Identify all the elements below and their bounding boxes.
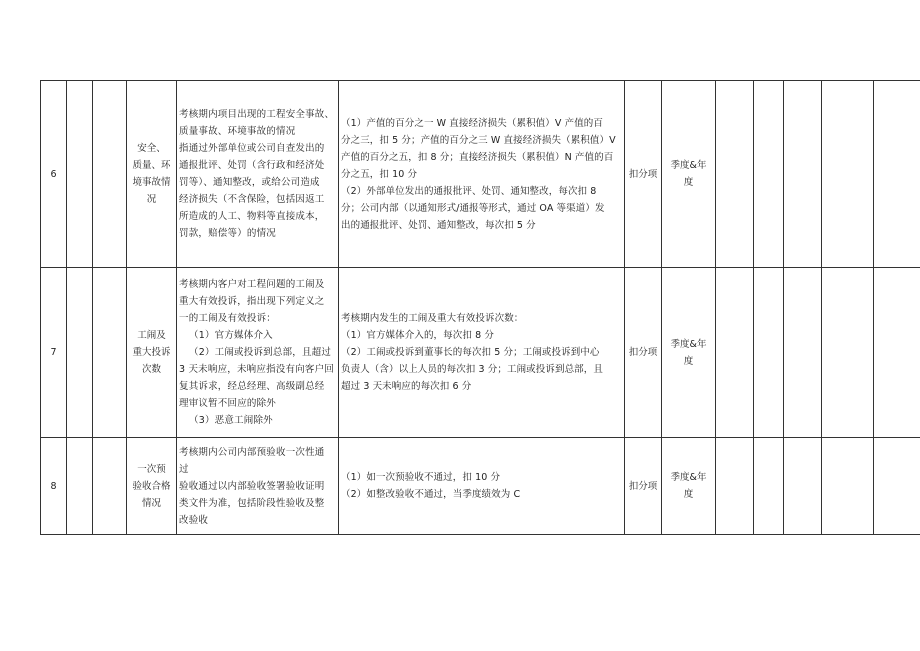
- text-line: （3）恶意工闹除外: [189, 415, 273, 426]
- table-row: [41, 438, 920, 535]
- text-line: 3 天未响应，未响应指没有向客户回: [179, 364, 334, 375]
- text-line: 重大有效投诉，指出现下列定义之: [179, 296, 325, 307]
- text-line: 指通过外部单位或公司自查发出的: [179, 143, 325, 154]
- text-line: 考核期内公司内部预验收一次性通: [179, 446, 325, 458]
- empty-cell: [784, 438, 822, 535]
- text-line: （2）外部单位发出的通报批评、处罚、通知整改，每次扣 8: [341, 185, 597, 197]
- text-line: 质量事故、环境事故的情况: [179, 126, 296, 137]
- text-line: （2）工闹或投诉到董事长的每次扣 5 分；工闹或投诉到中心: [341, 347, 600, 358]
- scoring-rules-cell: [339, 268, 625, 438]
- empty-cell: [822, 268, 874, 438]
- row-number-cell: 7: [41, 268, 67, 438]
- empty-cell: [716, 438, 754, 535]
- scoring-rules-cell: [339, 438, 625, 535]
- row-number-cell: 8: [41, 438, 67, 535]
- empty-cell: [93, 268, 127, 438]
- item-type-cell: 扣分项: [625, 81, 662, 268]
- text-line: 季度&年: [670, 338, 707, 350]
- text-line: 季度&年: [670, 160, 707, 171]
- text-line: 超过 3 天未响应的每次扣 6 分: [341, 381, 472, 392]
- text-line: 况: [146, 194, 157, 205]
- empty-cell: [874, 81, 920, 268]
- text-line: 经济损失（不含保险，包括因返工: [179, 194, 325, 205]
- text-line: （2）工闹或投诉到总部，且超过: [189, 347, 332, 358]
- text-line: （1）官方媒体介入的，每次扣 8 分: [341, 330, 494, 341]
- text-line: 改验收: [179, 514, 209, 526]
- empty-cell: [822, 438, 874, 535]
- empty-cell: [716, 81, 754, 268]
- text-line: 质量、环: [132, 160, 171, 171]
- text-line: 过: [179, 463, 189, 475]
- empty-cell: [822, 81, 874, 268]
- text-line: （1）官方媒体介入: [189, 330, 273, 341]
- text-line: 考核期内发生的工闹及重大有效投诉次数：: [341, 313, 524, 324]
- text-line: 负责人（含）以上人员的每次扣 3 分；工闹或投诉到总部，且: [341, 364, 603, 375]
- indicator-name-cell: [127, 81, 177, 268]
- text-line: 罚等）、通知整改，或给公司造成: [179, 177, 320, 188]
- text-line: 一次预: [137, 463, 166, 475]
- assessment-standard-cell: [177, 268, 339, 438]
- assessment-standard-cell: [177, 81, 339, 268]
- assessment-period-cell: [662, 81, 716, 268]
- empty-cell: [874, 438, 920, 535]
- text-line: 考核期内客户对工程问题的工闹及: [179, 279, 325, 290]
- scoring-rules-cell: [339, 81, 625, 268]
- indicator-name-cell: [127, 438, 177, 535]
- empty-cell: [784, 81, 822, 268]
- text-line: 分之五，扣 10 分: [341, 168, 418, 180]
- text-line: （2）如整改验收不通过，当季度绩效为 C: [341, 489, 521, 500]
- text-line: 次数: [141, 364, 161, 375]
- text-line: 罚款，赔偿等）的情况: [179, 228, 277, 239]
- empty-cell: [754, 438, 784, 535]
- text-line: 通报批评、处罚（含行政和经济处: [179, 160, 325, 171]
- text-line: 工闹及: [137, 330, 166, 341]
- text-line: 复其诉求，经总经理、高级副总经: [179, 381, 325, 392]
- empty-cell: [784, 268, 822, 438]
- row-number-cell: 6: [41, 81, 67, 268]
- text-line: 考核期内项目出现的工程安全事故、: [179, 109, 335, 120]
- text-line: 季度&年: [670, 472, 707, 483]
- text-line: 分之三，扣 5 分；产值的百分之三 W 直接经济损失（累积值）V: [341, 134, 616, 146]
- assessment-standard-cell: [177, 438, 339, 535]
- empty-cell: [716, 268, 754, 438]
- empty-cell: [874, 268, 920, 438]
- text-line: 境事故情: [132, 177, 171, 188]
- text-line: 安全、: [137, 143, 166, 154]
- text-line: 出的通报批评、处罚、通知整改，每次扣 5 分: [341, 219, 536, 231]
- text-line: 所造成的人工、物料等直接成本，: [179, 211, 325, 222]
- text-line: 理审议暂不回应的除外: [179, 398, 277, 409]
- text-line: 度: [683, 355, 694, 367]
- text-line: 一的工闹及有效投诉：: [179, 313, 277, 324]
- table-row: [41, 81, 920, 268]
- item-type-cell: 扣分项: [625, 268, 662, 438]
- text-line: （1）如一次预验收不通过，扣 10 分: [341, 472, 501, 483]
- text-line: 重大投诉: [132, 347, 171, 358]
- empty-cell: [67, 81, 93, 268]
- item-type-cell: 扣分项: [625, 438, 662, 535]
- kpi-table: [40, 80, 920, 535]
- text-line: 度: [683, 177, 694, 188]
- text-line: 验收通过以内部验收签署验收证明: [179, 480, 325, 492]
- empty-cell: [754, 268, 784, 438]
- text-line: 产值的百分之五，扣 8 分；直接经济损失（累积值）N 产值的百: [341, 151, 614, 163]
- empty-cell: [754, 81, 784, 268]
- assessment-period-cell: [662, 268, 716, 438]
- empty-cell: [93, 438, 127, 535]
- text-line: 情况: [141, 497, 161, 509]
- text-line: 度: [683, 489, 694, 500]
- empty-cell: [67, 268, 93, 438]
- empty-cell: [93, 81, 127, 268]
- text-line: （1）产值的百分之一 W 直接经济损失（累积值）V 产值的百: [341, 117, 603, 129]
- indicator-name-cell: [127, 268, 177, 438]
- table-row: [41, 268, 920, 438]
- text-line: 验收合格: [132, 480, 171, 492]
- empty-cell: [67, 438, 93, 535]
- assessment-period-cell: [662, 438, 716, 535]
- text-line: 类文件为准，包括阶段性验收及整: [179, 497, 325, 509]
- text-line: 分；公司内部（以通知形式/通报等形式，通过 OA 等渠道）发: [341, 202, 605, 214]
